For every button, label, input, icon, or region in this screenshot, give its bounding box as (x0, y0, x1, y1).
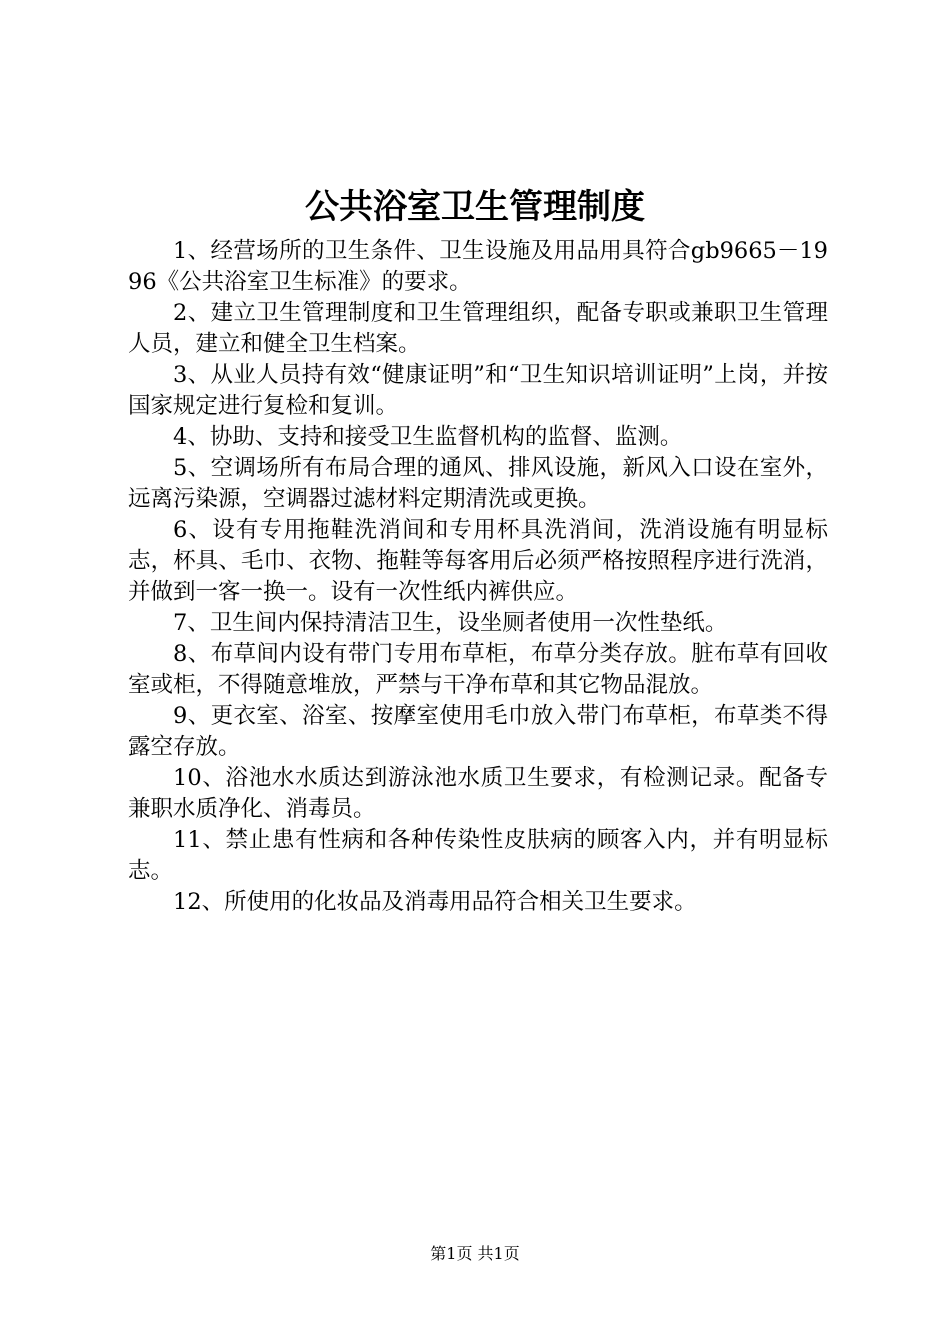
paragraph-8: 8、布草间内设有带门专用布草柜，布草分类存放。脏布草有回收室或柜，不得随意堆放，严禁与干净布草和其它物品混放。 (128, 641, 828, 698)
paragraph-7: 7、卫生间内保持清洁卫生，设坐厕者使用一次性垫纸。 (173, 610, 728, 636)
paragraph-9: 9、更衣室、浴室、按摩室使用毛巾放入带门布草柜，布草类不得露空存放。 (128, 703, 828, 760)
paragraph-1: 1、经营场所的卫生条件、卫生设施及用品用具符合gb9665－1996《公共浴室卫生标准》的要求。 (128, 238, 828, 295)
paragraph-11: 11、禁止患有性病和各种传染性皮肤病的顾客入内，并有明显标志。 (128, 827, 828, 884)
paragraph-3: 3、从业人员持有效“健康证明”和“卫生知识培训证明”上岗，并按国家规定进行复检和复训。 (128, 362, 828, 419)
paragraph-10: 10、浴池水水质达到游泳池水质卫生要求，有检测记录。配备专兼职水质净化、消毒员。 (128, 765, 828, 822)
paragraph-4: 4、协助、支持和接受卫生监督机构的监督、监测。 (173, 424, 683, 450)
document-body (128, 236, 828, 918)
page-footer: 第1页 共1页 (430, 1244, 520, 1263)
paragraph-12: 12、所使用的化妆品及消毒用品符合相关卫生要求。 (173, 889, 697, 915)
page-title: 公共浴室卫生管理制度 (305, 187, 645, 227)
paragraph-5: 5、空调场所有布局合理的通风、排风设施，新风入口设在室外，远离污染源，空调器过滤材料定期清洗或更换。 (128, 455, 828, 512)
paragraph-2: 2、建立卫生管理制度和卫生管理组织，配备专职或兼职卫生管理人员，建立和健全卫生档案。 (128, 300, 828, 357)
paragraph-6: 6、设有专用拖鞋洗消间和专用杯具洗消间，洗消设施有明显标志，杯具、毛巾、衣物、拖鞋等每客用后必须严格按照程序进行洗消，并做到一客一换一。设有一次性纸内裤供应。 (128, 517, 828, 605)
